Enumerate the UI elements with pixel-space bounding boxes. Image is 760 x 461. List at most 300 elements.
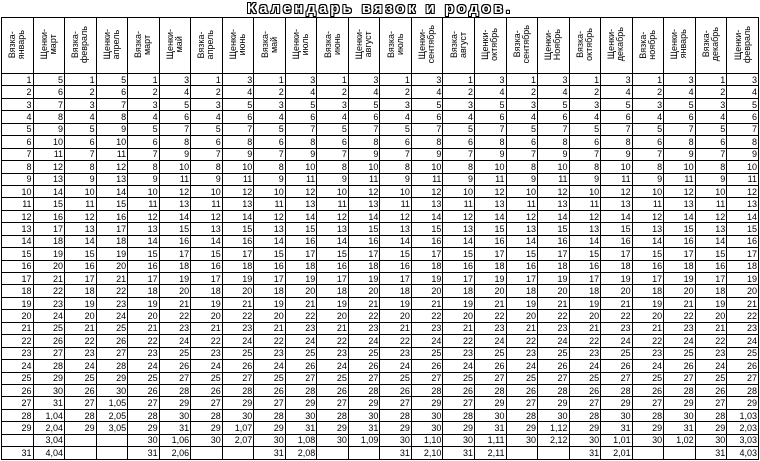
table-cell: 9 <box>222 148 254 160</box>
table-cell: 16 <box>317 260 349 272</box>
table-cell: 1,03 <box>727 409 759 421</box>
table-cell: 18 <box>65 285 97 297</box>
table-cell: 20 <box>538 285 570 297</box>
table-cell: 17 <box>411 248 443 260</box>
table-cell: 9 <box>727 148 759 160</box>
table-row <box>2 235 759 247</box>
table-cell: 27 <box>222 372 254 384</box>
table-cell: 18 <box>317 285 349 297</box>
table-row <box>2 310 759 322</box>
table-cell <box>65 447 97 460</box>
table-cell: 1 <box>128 74 160 86</box>
table-cell: 2 <box>254 86 286 98</box>
table-cell: 8 <box>222 136 254 148</box>
table-cell: 20 <box>506 310 538 322</box>
table-cell: 21 <box>285 297 317 309</box>
table-cell: 16 <box>601 235 633 247</box>
table-cell: 9 <box>2 173 34 185</box>
table-cell: 15 <box>601 223 633 235</box>
table-cell: 4 <box>569 111 601 123</box>
table-cell: 17 <box>285 248 317 260</box>
table-cell: 12 <box>33 161 65 173</box>
table-cell: 18 <box>664 260 696 272</box>
column-header-label: Щенки- июль <box>291 29 311 60</box>
table-cell: 4 <box>601 86 633 98</box>
column-header-label: Щенки- февраль <box>732 25 752 64</box>
table-cell: 27 <box>128 397 160 409</box>
table-cell: 1,01 <box>601 434 633 446</box>
table-cell: 29 <box>348 397 380 409</box>
table-cell: 15 <box>348 223 380 235</box>
table-cell: 27 <box>285 372 317 384</box>
table-cell: 11 <box>538 173 570 185</box>
table-cell: 19 <box>285 273 317 285</box>
table-cell: 31 <box>601 422 633 434</box>
table-cell: 28 <box>443 409 475 421</box>
table-cell: 6 <box>191 136 223 148</box>
table-cell: 7 <box>128 148 160 160</box>
table-cell: 17 <box>569 273 601 285</box>
table-cell: 10 <box>601 161 633 173</box>
table-cell: 5 <box>159 98 191 110</box>
table-cell: 20 <box>65 310 97 322</box>
table-cell: 30 <box>538 409 570 421</box>
table-cell: 6 <box>96 86 128 98</box>
table-cell: 29 <box>695 422 727 434</box>
table-row <box>2 173 759 185</box>
column-header-label: Вязка- ноябрь <box>637 29 657 60</box>
table-cell: 18 <box>191 285 223 297</box>
table-cell: 22 <box>33 285 65 297</box>
table-cell: 3 <box>191 98 223 110</box>
table-cell: 28 <box>632 409 664 421</box>
table-cell: 28 <box>254 409 286 421</box>
table-cell: 31 <box>569 447 601 460</box>
column-header <box>254 18 286 74</box>
table-cell: 10 <box>727 161 759 173</box>
table-cell: 19 <box>695 297 727 309</box>
column-header-label: Щенки- сентябрь <box>417 25 437 64</box>
table-cell: 4 <box>727 86 759 98</box>
table-cell: 7 <box>664 123 696 135</box>
table-cell: 21 <box>695 322 727 334</box>
table-cell: 12 <box>191 210 223 222</box>
table-cell: 13 <box>348 198 380 210</box>
table-cell: 7 <box>506 148 538 160</box>
table-cell: 23 <box>317 347 349 359</box>
table-cell: 13 <box>601 198 633 210</box>
table-cell: 26 <box>474 360 506 372</box>
table-row <box>2 210 759 222</box>
table-cell: 22 <box>96 285 128 297</box>
table-cell: 13 <box>664 198 696 210</box>
table-cell: 11 <box>254 198 286 210</box>
table-cell: 13 <box>632 223 664 235</box>
table-cell: 1 <box>317 74 349 86</box>
column-header <box>285 18 317 74</box>
table-cell: 15 <box>65 248 97 260</box>
table-cell: 18 <box>538 260 570 272</box>
table-cell: 9 <box>695 173 727 185</box>
table-cell: 5 <box>601 98 633 110</box>
table-cell: 16 <box>159 235 191 247</box>
column-header-label: Вязка- январь <box>7 29 27 60</box>
column-header <box>601 18 633 74</box>
table-cell: 24 <box>65 360 97 372</box>
table-cell: 13 <box>96 173 128 185</box>
table-cell: 5 <box>2 123 34 135</box>
header-row <box>2 18 759 74</box>
table-cell: 12 <box>601 185 633 197</box>
table-cell: 19 <box>222 273 254 285</box>
table-cell: 2,03 <box>727 422 759 434</box>
table-cell: 16 <box>285 235 317 247</box>
table-cell: 6 <box>159 111 191 123</box>
table-cell: 20 <box>222 285 254 297</box>
table-cell: 1 <box>443 74 475 86</box>
table-cell: 17 <box>317 273 349 285</box>
table-cell: 13 <box>380 223 412 235</box>
table-cell: 25 <box>33 322 65 334</box>
table-cell: 23 <box>128 347 160 359</box>
table-cell: 29 <box>285 397 317 409</box>
table-cell: 4 <box>632 111 664 123</box>
table-cell <box>191 447 223 460</box>
table-row <box>2 111 759 123</box>
table-cell: 17 <box>664 248 696 260</box>
table-cell: 30 <box>222 409 254 421</box>
table-cell: 8 <box>380 161 412 173</box>
table-cell: 1,10 <box>411 434 443 446</box>
table-cell: 8 <box>538 136 570 148</box>
table-cell: 21 <box>254 322 286 334</box>
table-cell: 14 <box>317 235 349 247</box>
table-cell: 21 <box>506 322 538 334</box>
table-row <box>2 161 759 173</box>
table-cell: 2 <box>632 86 664 98</box>
table-cell: 15 <box>538 223 570 235</box>
table-cell: 30 <box>254 434 286 446</box>
table-cell: 21 <box>569 322 601 334</box>
table-cell: 19 <box>96 248 128 260</box>
table-cell: 19 <box>191 297 223 309</box>
table-cell: 11 <box>443 198 475 210</box>
table-cell: 14 <box>96 185 128 197</box>
table-cell: 3 <box>443 98 475 110</box>
table-cell: 20 <box>128 310 160 322</box>
table-cell: 23 <box>538 322 570 334</box>
table-cell: 13 <box>506 223 538 235</box>
table-cell: 4 <box>411 86 443 98</box>
table-cell: 25 <box>159 347 191 359</box>
table-cell: 21 <box>348 297 380 309</box>
table-cell: 5 <box>443 123 475 135</box>
table-cell: 9 <box>380 173 412 185</box>
table-cell: 30 <box>632 434 664 446</box>
table-cell: 22 <box>285 310 317 322</box>
table-cell: 8 <box>159 136 191 148</box>
table-cell: 9 <box>191 173 223 185</box>
table-cell: 26 <box>159 360 191 372</box>
table-cell: 28 <box>285 384 317 396</box>
table-cell: 25 <box>443 372 475 384</box>
column-header-label: Щенки- апрель <box>101 29 121 60</box>
table-cell: 15 <box>285 223 317 235</box>
table-cell: 24 <box>348 335 380 347</box>
table-cell: 28 <box>569 409 601 421</box>
table-cell: 16 <box>664 235 696 247</box>
table-cell: 7 <box>727 123 759 135</box>
table-cell: 21 <box>632 322 664 334</box>
table-row <box>2 260 759 272</box>
table-cell: 2 <box>506 86 538 98</box>
table-cell: 2,05 <box>96 409 128 421</box>
table-cell: 4 <box>128 111 160 123</box>
table-cell: 22 <box>2 335 34 347</box>
table-cell: 27 <box>411 372 443 384</box>
table-cell: 8 <box>2 161 34 173</box>
table-cell: 3,04 <box>33 434 65 446</box>
table-cell: 14 <box>191 235 223 247</box>
table-cell: 31 <box>128 447 160 460</box>
table-cell: 14 <box>632 235 664 247</box>
table-cell: 24 <box>411 335 443 347</box>
table-cell: 22 <box>380 335 412 347</box>
table-cell: 12 <box>96 161 128 173</box>
table-cell: 19 <box>443 297 475 309</box>
table-cell: 6 <box>569 136 601 148</box>
table-cell: 17 <box>159 248 191 260</box>
table-cell: 22 <box>348 310 380 322</box>
table-cell: 10 <box>632 185 664 197</box>
column-header-label: Щенки- октябрь <box>480 28 500 61</box>
table-cell: 9 <box>443 173 475 185</box>
table-cell: 31 <box>695 447 727 460</box>
table-cell: 19 <box>380 297 412 309</box>
table-cell: 22 <box>159 310 191 322</box>
column-header-label: Щенки- июнь <box>227 29 247 60</box>
table-cell: 7 <box>474 123 506 135</box>
table-cell: 8 <box>727 136 759 148</box>
table-cell: 29 <box>411 397 443 409</box>
table-cell: 5 <box>632 123 664 135</box>
table-cell: 6 <box>222 111 254 123</box>
table-cell: 3 <box>128 98 160 110</box>
table-cell: 26 <box>538 360 570 372</box>
table-cell: 3 <box>727 74 759 86</box>
column-header-label: Щенки- май <box>164 29 184 60</box>
table-cell: 15 <box>33 198 65 210</box>
column-header <box>569 18 601 74</box>
table-cell: 28 <box>128 409 160 421</box>
table-cell: 14 <box>348 210 380 222</box>
table-cell: 3 <box>695 98 727 110</box>
table-cell: 24 <box>664 335 696 347</box>
table-cell: 19 <box>317 297 349 309</box>
table-cell: 17 <box>506 273 538 285</box>
table-cell: 17 <box>96 223 128 235</box>
column-header <box>443 18 475 74</box>
table-cell: 11 <box>285 173 317 185</box>
table-cell <box>348 447 380 460</box>
column-header-label: Вязка- июнь <box>322 30 342 59</box>
table-cell: 19 <box>128 297 160 309</box>
table-cell: 2,06 <box>159 447 191 460</box>
table-cell: 30 <box>474 409 506 421</box>
table-row <box>2 273 759 285</box>
table-cell: 9 <box>254 173 286 185</box>
table-cell: 24 <box>285 335 317 347</box>
table-cell: 31 <box>2 447 34 460</box>
table-cell: 25 <box>222 347 254 359</box>
table-cell: 11 <box>380 198 412 210</box>
table-cell: 5 <box>222 98 254 110</box>
table-cell: 11 <box>632 198 664 210</box>
table-cell: 14 <box>538 210 570 222</box>
table-cell: 31 <box>380 447 412 460</box>
table-cell: 26 <box>65 384 97 396</box>
table-cell: 6 <box>65 136 97 148</box>
table-cell: 3 <box>317 98 349 110</box>
table-cell: 23 <box>727 322 759 334</box>
table-cell: 18 <box>96 235 128 247</box>
table-cell: 17 <box>128 273 160 285</box>
table-cell: 2,10 <box>411 447 443 460</box>
column-header-label: Щенки- декабрь <box>606 27 626 62</box>
table-cell: 20 <box>348 285 380 297</box>
table-cell: 19 <box>411 273 443 285</box>
table-cell: 14 <box>411 210 443 222</box>
table-cell: 16 <box>695 260 727 272</box>
table-cell: 31 <box>348 422 380 434</box>
table-cell: 9 <box>664 148 696 160</box>
table-cell: 21 <box>96 273 128 285</box>
table-cell: 14 <box>727 210 759 222</box>
table-cell: 2,12 <box>538 434 570 446</box>
table-row <box>2 185 759 197</box>
table-cell: 11 <box>2 198 34 210</box>
table-cell: 21 <box>664 297 696 309</box>
table-cell: 24 <box>222 335 254 347</box>
table-cell: 19 <box>159 273 191 285</box>
column-header <box>159 18 191 74</box>
table-cell: 27 <box>506 397 538 409</box>
table-row <box>2 409 759 421</box>
column-header <box>65 18 97 74</box>
table-cell <box>664 447 696 460</box>
table-cell: 14 <box>222 210 254 222</box>
table-cell: 19 <box>569 297 601 309</box>
table-cell: 2 <box>65 86 97 98</box>
table-cell: 17 <box>380 273 412 285</box>
table-cell: 22 <box>128 335 160 347</box>
table-cell: 6 <box>380 136 412 148</box>
table-cell: 1,12 <box>538 422 570 434</box>
table-cell: 12 <box>474 185 506 197</box>
table-cell: 20 <box>474 285 506 297</box>
table-cell: 16 <box>222 235 254 247</box>
table-cell: 1,11 <box>474 434 506 446</box>
table-cell: 19 <box>664 273 696 285</box>
table-cell: 23 <box>96 297 128 309</box>
table-cell: 7 <box>96 98 128 110</box>
table-cell: 13 <box>128 223 160 235</box>
table-cell: 12 <box>317 210 349 222</box>
table-cell: 23 <box>159 322 191 334</box>
table-cell: 30 <box>33 384 65 396</box>
table-cell: 10 <box>538 161 570 173</box>
table-cell: 12 <box>443 210 475 222</box>
table-cell: 6 <box>538 111 570 123</box>
table-cell: 25 <box>285 347 317 359</box>
column-header <box>632 18 664 74</box>
table-cell: 5 <box>96 74 128 86</box>
table-cell: 4 <box>506 111 538 123</box>
table-cell: 13 <box>695 223 727 235</box>
table-cell: 29 <box>727 397 759 409</box>
table-cell: 25 <box>506 372 538 384</box>
table-cell <box>2 434 34 446</box>
table-cell: 21 <box>411 297 443 309</box>
table-row <box>2 74 759 86</box>
table-cell: 31 <box>254 447 286 460</box>
table-cell: 13 <box>317 223 349 235</box>
table-cell: 26 <box>727 360 759 372</box>
table-cell: 16 <box>348 235 380 247</box>
table-cell: 15 <box>191 248 223 260</box>
table-cell: 17 <box>474 248 506 260</box>
table-cell: 3,05 <box>96 422 128 434</box>
table-cell: 13 <box>474 198 506 210</box>
table-cell: 30 <box>348 409 380 421</box>
table-cell: 6 <box>317 136 349 148</box>
table-cell: 21 <box>65 322 97 334</box>
table-cell: 16 <box>443 260 475 272</box>
column-header-label: Вязка- сентябрь <box>511 25 531 64</box>
table-cell: 3 <box>632 98 664 110</box>
table-cell: 27 <box>254 397 286 409</box>
table-row <box>2 372 759 384</box>
table-cell: 25 <box>2 372 34 384</box>
table-cell: 28 <box>601 384 633 396</box>
table-cell: 11 <box>506 198 538 210</box>
table-cell: 6 <box>632 136 664 148</box>
table-cell: 28 <box>411 384 443 396</box>
table-cell: 29 <box>474 397 506 409</box>
table-cell: 1 <box>2 74 34 86</box>
table-cell: 23 <box>443 347 475 359</box>
table-cell: 17 <box>538 248 570 260</box>
table-cell: 6 <box>727 111 759 123</box>
table-cell: 22 <box>727 310 759 322</box>
table-cell: 27 <box>33 347 65 359</box>
table-cell: 15 <box>664 223 696 235</box>
table-cell: 20 <box>664 285 696 297</box>
table-cell: 13 <box>411 198 443 210</box>
table-cell: 2,11 <box>474 447 506 460</box>
column-header <box>348 18 380 74</box>
table-cell: 8 <box>443 161 475 173</box>
table-cell: 7 <box>222 123 254 135</box>
table-cell: 6 <box>285 111 317 123</box>
table-cell: 7 <box>348 123 380 135</box>
table-cell: 11 <box>96 148 128 160</box>
table-cell: 16 <box>65 260 97 272</box>
table-cell: 9 <box>474 148 506 160</box>
table-cell: 5 <box>664 98 696 110</box>
table-cell: 12 <box>569 210 601 222</box>
table-cell: 13 <box>285 198 317 210</box>
